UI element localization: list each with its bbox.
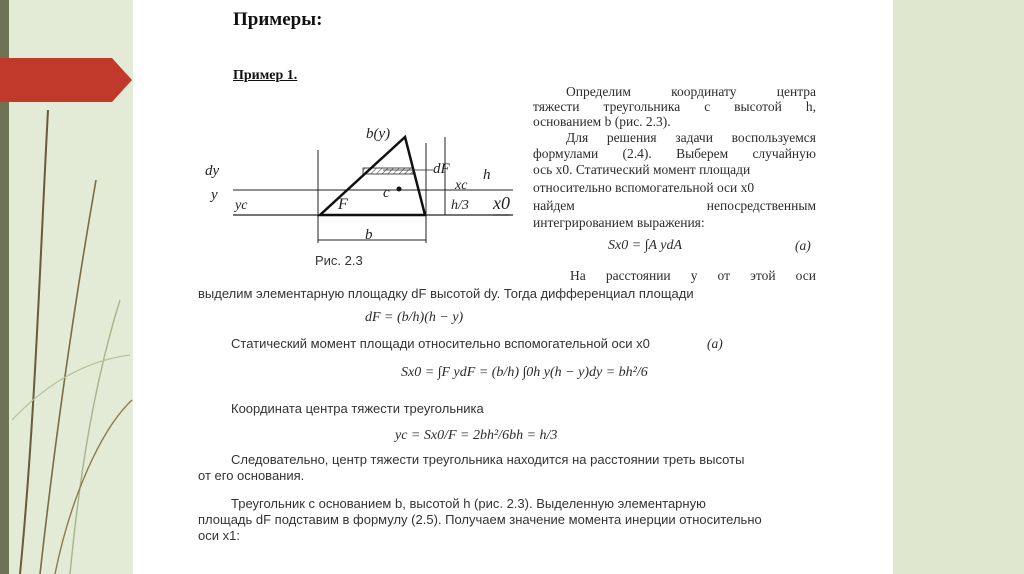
label-b: b [365, 227, 373, 243]
static-tag: (a) [707, 336, 723, 351]
text-line: Для решения задачи воспользуемся [566, 130, 816, 145]
text-line: тяжести треугольника с высотой h, [533, 99, 816, 114]
label-by: b(y) [366, 126, 391, 142]
text-line: интегрированием выражения: [533, 215, 705, 230]
triangle-outline [320, 137, 425, 215]
yc-formula: yc = Sx0/F = 2bh²/6bh = h/3 [395, 428, 558, 443]
label-F: F [338, 196, 348, 213]
text-line: Следовательно, центр тяжести треугольника находится на расстоянии треть высоты [231, 452, 745, 467]
label-y: y [211, 187, 218, 203]
centroid-point [397, 187, 402, 192]
text-line: На расстоянии y от этой оси [570, 268, 816, 283]
figure-caption: Рис. 2.3 [315, 253, 363, 268]
example-label: Пример 1. [233, 68, 298, 83]
df-formula: dF = (b/h)(h − y) [365, 310, 464, 325]
formula-a-tag: (a) [795, 238, 811, 253]
text-line: формулами (2.4). Выберем случайную [533, 146, 816, 161]
text-line: Статический момент площади относительно вспомогательной оси x0 [231, 336, 650, 351]
text-line: от его основания. [198, 468, 305, 483]
formula-a: Sx0 = ∫A ydA [608, 238, 683, 253]
label-h: h [483, 167, 491, 183]
text-line: выделим элементарную площадку dF высотой dy. Тогда дифференциал площади [198, 286, 694, 301]
label-dF: dF [433, 161, 450, 177]
centroid-label: Координата центра тяжести треугольника [231, 401, 484, 416]
text-line: Треугольник с основанием b, высотой h (рис. 2.3). Выделенную элементарную [231, 496, 706, 511]
label-h3: h/3 [451, 198, 469, 213]
label-c: c [383, 185, 390, 201]
right-decor-panel [893, 0, 1024, 574]
s-formula: Sx0 = ∫F ydF = (b/h) ∫0h y(h − y)dy = bh²/6 [401, 365, 648, 380]
text-line: оси x1: [198, 528, 240, 543]
bookmark-arrow [0, 50, 140, 170]
text-line: основанием b (рис. 2.3). [533, 114, 671, 129]
text-line: найдем непосредственным [533, 198, 816, 213]
text-line: относительно вспомогательной оси x0 [533, 180, 755, 195]
text-line: площадь dF подставим в формулу (2.5). Получаем значение момента инерции относительно [198, 512, 762, 527]
text-line: Определим координату центра [566, 84, 816, 99]
document-page [133, 0, 893, 574]
label-x0: x0 [493, 193, 510, 213]
page-title: Примеры: [233, 9, 323, 30]
label-yc: yc [235, 198, 248, 213]
label-xc: xc [455, 178, 468, 193]
label-dy: dy [205, 163, 220, 179]
figure-2-3 [193, 125, 528, 275]
text-line: ось x0. Статический момент площади [533, 162, 751, 177]
